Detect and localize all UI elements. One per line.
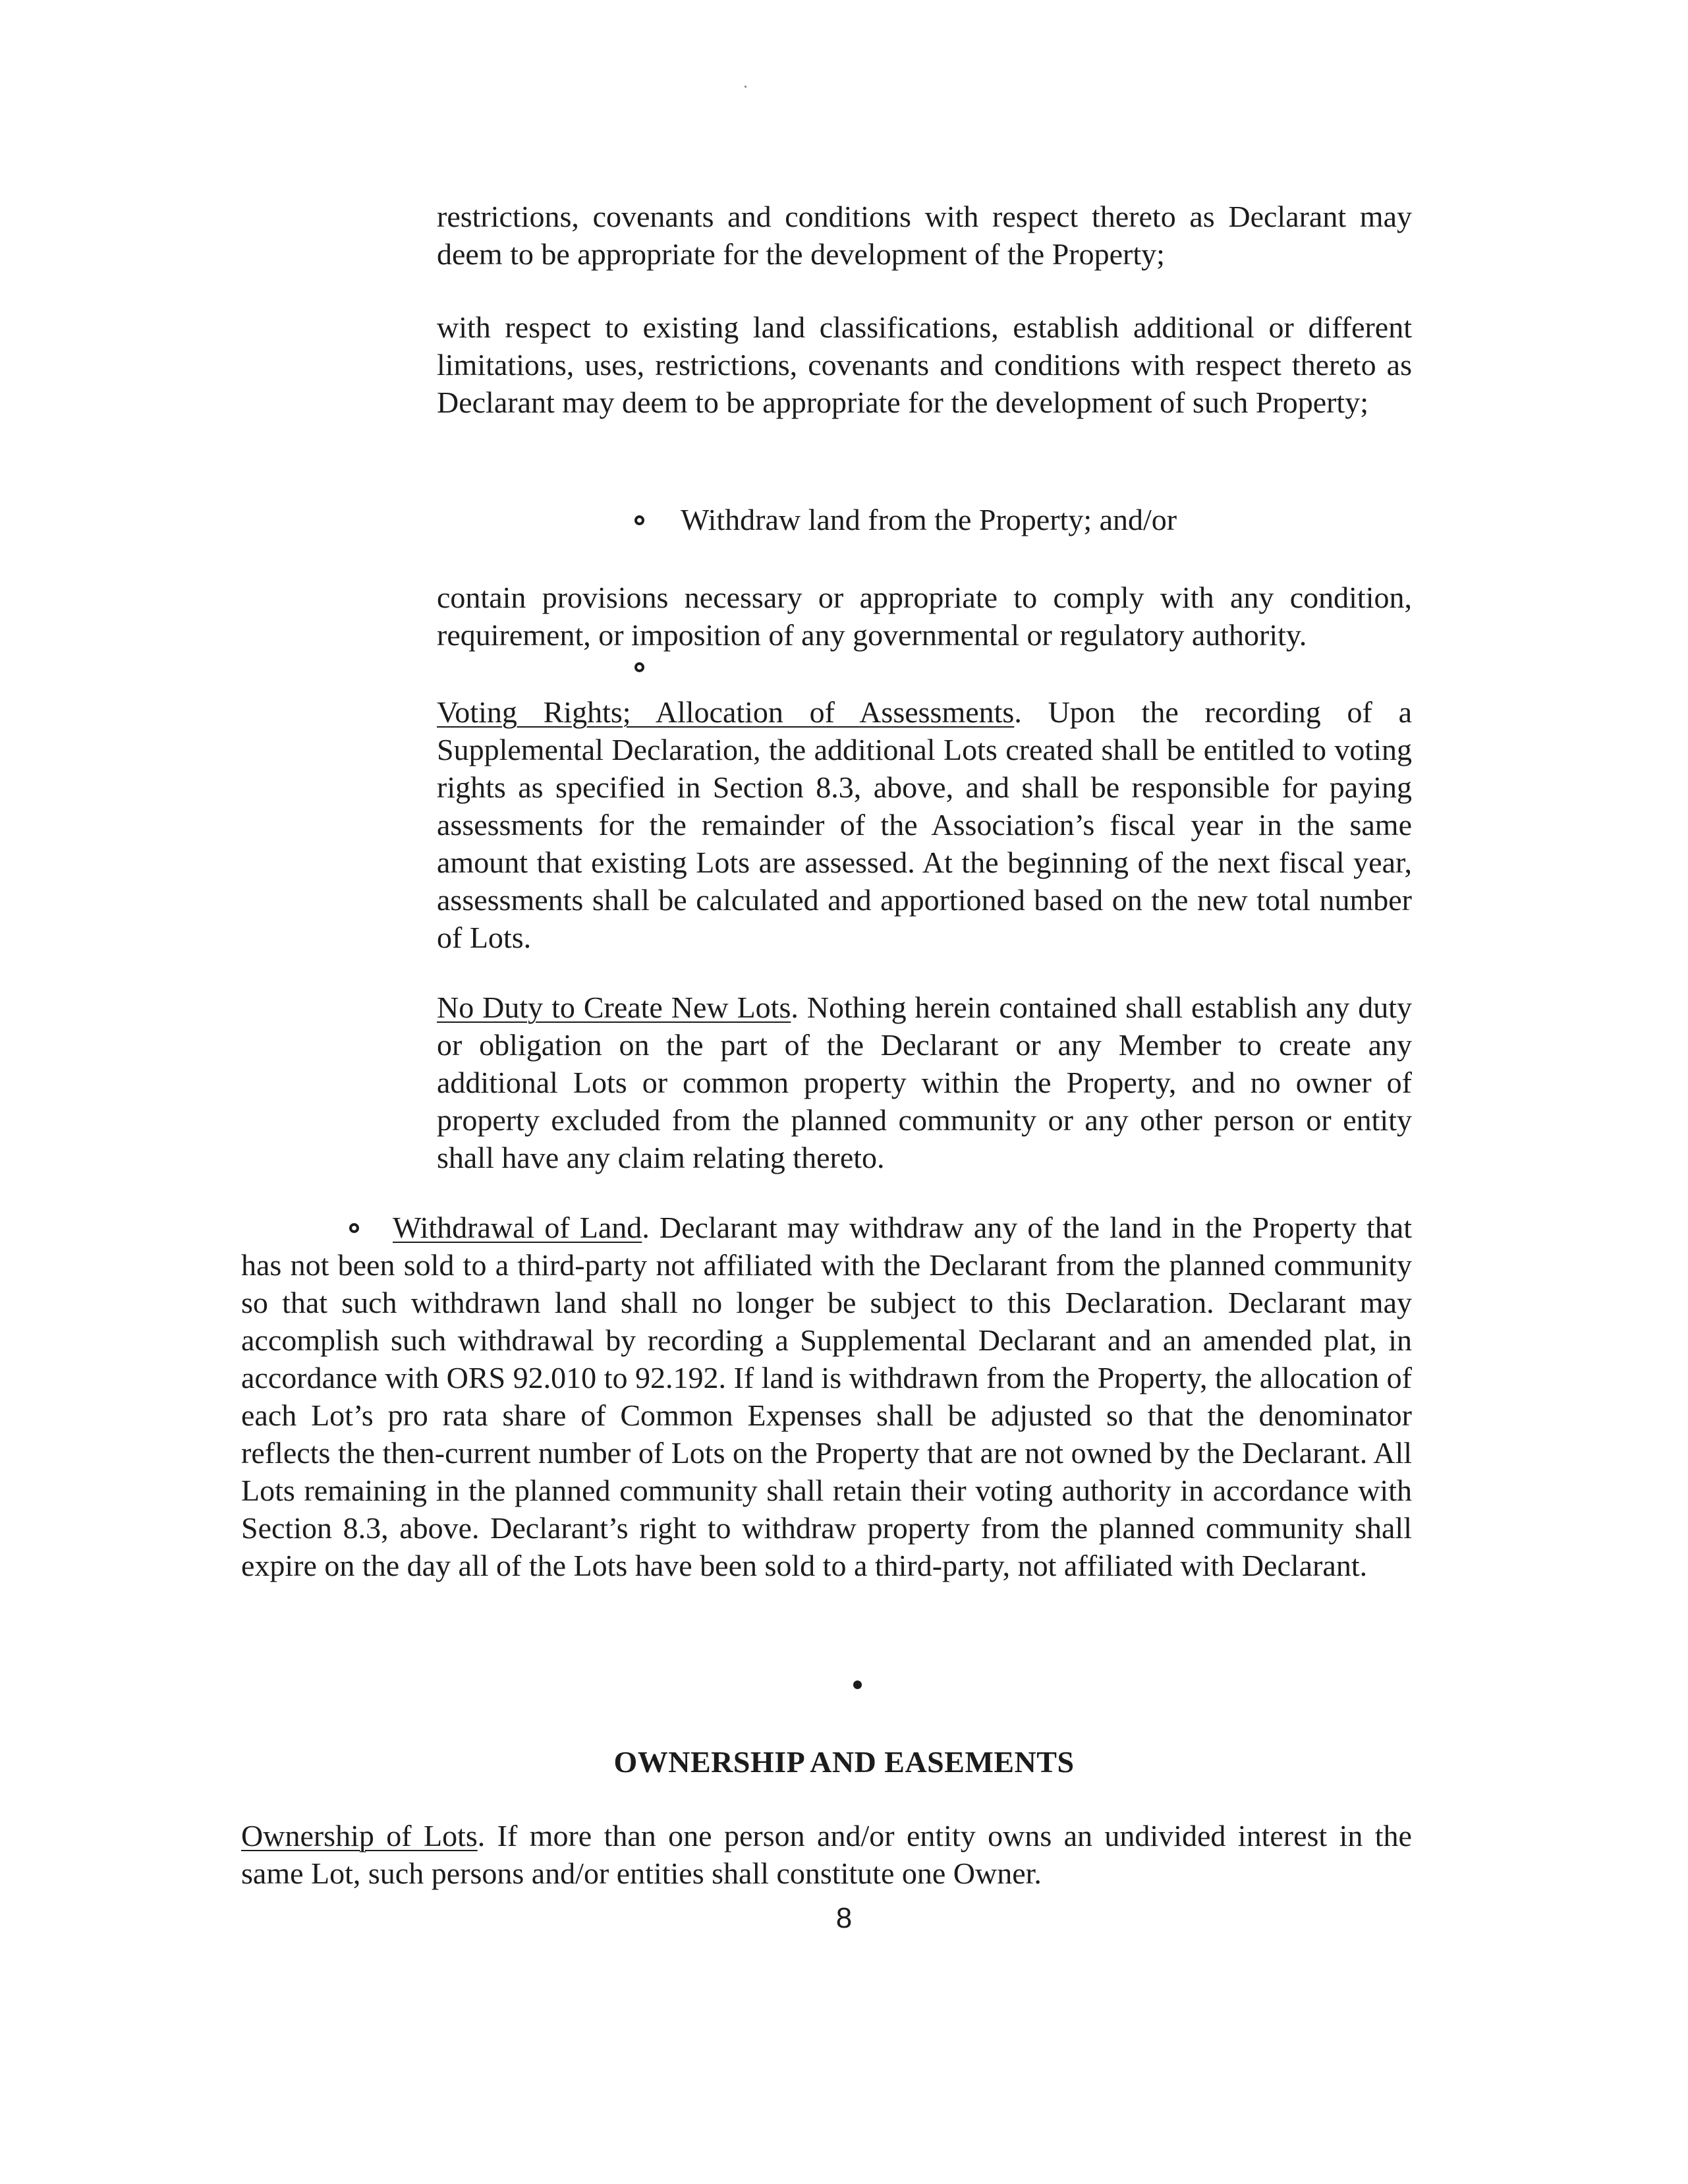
section-title-no-duty: No Duty to Create New Lots [437,991,791,1024]
page-number: 8 [835,1902,853,1934]
section-heading: OWNERSHIP AND EASEMENTS [613,1745,1075,1779]
section-body-ownership: . If more than one person and/or entity owns an undivided interest in the same Lot, such persons and/or entities shall constitute one Owner. [241,1819,1412,1890]
paragraph-land-classifications: with respect to existing land classifications, establish additional or different limitations, uses, restrictions, covenants and conditions with respect thereto as Declarant may deem to be appropriate for the development of such Property; [437,310,1412,419]
paragraph-restrictions: restrictions, covenants and conditions with respect thereto as Declarant may deem to be appropriate for the development of the Property; [437,200,1412,271]
paragraph-withdraw-land: Withdraw land from the Property; and/or [681,503,1177,536]
paragraph-no-duty [437,989,1412,1176]
paragraph-withdrawal-of-land [241,1209,1412,1584]
section-title-withdrawal: Withdrawal of Land [393,1211,642,1244]
section-body-voting-rights: . Upon the recording of a Supplemental Declaration, the additional Lots created shall be entitled to voting rights as specified in Section 8.3, above, and shall be responsible for paying assessments for the remainder of the Association’s fiscal year in the same amount that existing Lots are assessed. At the beginning of the next fiscal year, assessments shall be calculated and apportioned based on the new total number of Lots. [437,695,1412,954]
bullet-icon [853,1681,862,1689]
section-title-ownership: Ownership of Lots [241,1819,478,1853]
scan-speck [745,86,746,88]
paragraph-governmental-authority: contain provisions necessary or appropriate to comply with any condition, requirement, or imposition of any governmental or regulatory authority. [437,581,1412,652]
section-title-voting-rights: Voting Rights; Allocation of Assessments [437,695,1015,729]
bullet-icon [634,662,644,672]
section-body-no-duty: . Nothing herein contained shall establish any duty or obligation on the part of the Declarant or any Member to create any additional Lots or common property within the Property, and no owner of property excluded from the planned community or any other person or entity shall have any claim relating thereto. [437,991,1412,1174]
section-body-withdrawal: . Declarant may withdraw any of the land in the Property that has not been sold to a third-party not affiliated with the Declarant from the planned community so that such withdrawn land shall no longer be subject to this Declaration. Declarant may accomplish such withdrawal by recording a Supplemental Declarant and an amended plat, in accordance with ORS 92.010 to 92.192. If land is withdrawn from the Property, the allocation of each Lot’s pro rata share of Common Expenses shall be adjusted so that the denominator reflects the then-current number of Lots on the Property that are not owned by the Declarant. All Lots remaining in the planned community shall retain their voting authority in accordance with Section 8.3, above. Declarant’s right to withdraw property from the planned community shall expire on the day all of the Lots have been sold to a third-party, not affiliated with Declarant. [241,1211,1413,1582]
paragraph-voting-rights [437,693,1412,956]
paragraph-ownership-of-lots [241,1817,1412,1892]
bullet-icon [634,515,644,525]
